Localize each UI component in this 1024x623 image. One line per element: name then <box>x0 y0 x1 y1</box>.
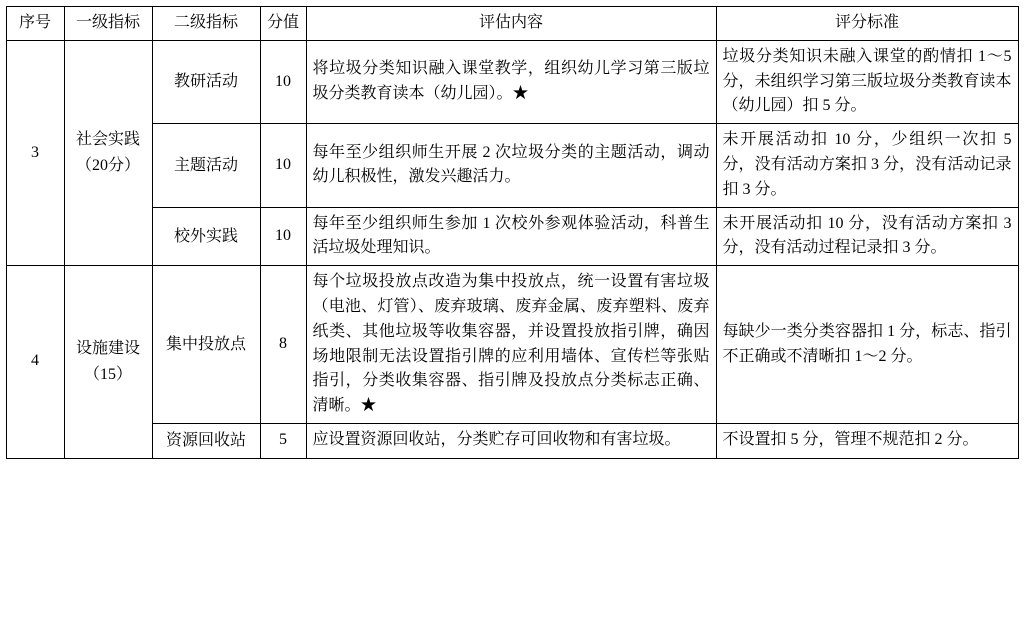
column-header-no: 序号 <box>6 7 64 41</box>
row-criteria: 未开展活动扣 10 分，少组织一次扣 5 分，没有活动方案扣 3 分，没有活动记录扣 3 分。 <box>716 124 1018 207</box>
level2-label: 主题活动 <box>173 156 238 174</box>
level1-label: 社会实践（20分） <box>75 131 140 174</box>
row-content: 应设置资源回收站，分类贮存可回收物和有害垃圾。 <box>306 423 716 458</box>
row-criteria: 每缺少一类分类容器扣 1 分，标志、指引不正确或不清晰扣 1～2 分。 <box>716 266 1018 424</box>
level2-label: 校外实践 <box>173 227 238 245</box>
column-header-score: 分值 <box>260 7 306 41</box>
table-body <box>6 40 1018 458</box>
row-score: 10 <box>260 124 306 207</box>
row-level1 <box>64 266 152 458</box>
level2-label: 资源回收站 <box>165 431 246 449</box>
row-criteria: 不设置扣 5 分，管理不规范扣 2 分。 <box>716 423 1018 458</box>
level2-label: 教研活动 <box>173 73 238 91</box>
column-header-level2: 二级指标 <box>152 7 260 41</box>
column-header-content: 评估内容 <box>306 7 716 41</box>
table-header <box>6 7 1018 41</box>
row-no: 4 <box>6 266 64 458</box>
row-score: 5 <box>260 423 306 458</box>
column-header-level1: 一级指标 <box>64 7 152 41</box>
row-content: 将垃圾分类知识融入课堂教学，组织幼儿学习第三版垃圾分类教育读本（幼儿园）。★ <box>306 40 716 123</box>
table-row <box>6 124 1018 207</box>
row-level2 <box>152 124 260 207</box>
row-content: 每年至少组织师生参加 1 次校外参观体验活动，科普生活垃圾处理知识。 <box>306 207 716 266</box>
table-header-row <box>6 7 1018 41</box>
table-row <box>6 423 1018 458</box>
column-header-criteria: 评分标准 <box>716 7 1018 41</box>
table-row <box>6 40 1018 123</box>
row-criteria: 未开展活动扣 10 分，没有活动方案扣 3 分，没有活动过程记录扣 3 分。 <box>716 207 1018 266</box>
row-score: 10 <box>260 40 306 123</box>
row-level2 <box>152 423 260 458</box>
row-level2 <box>152 207 260 266</box>
row-score: 8 <box>260 266 306 424</box>
row-criteria: 垃圾分类知识未融入课堂的酌情扣 1～5 分，未组织学习第三版垃圾分类教育读本（幼儿园）扣 5 分。 <box>716 40 1018 123</box>
row-level2 <box>152 40 260 123</box>
row-content: 每个垃圾投放点改造为集中投放点，统一设置有害垃圾（电池、灯管）、废弃玻璃、废弃金属、废弃塑料、废弃纸类、其他垃圾等收集容器，并设置投放指引牌，确因场地限制无法设置指引牌的应利用墙体、宣传栏等张贴指引，分类收集容器、指引牌及投放点分类标志正确、清晰。★ <box>306 266 716 424</box>
level1-label: 设施建设（15） <box>75 340 140 383</box>
level2-label: 集中投放点 <box>165 335 246 353</box>
table-row <box>6 266 1018 424</box>
assessment-criteria-table <box>6 6 1019 459</box>
row-no: 3 <box>6 40 64 265</box>
row-level2 <box>152 266 260 424</box>
row-level1 <box>64 40 152 265</box>
table-row <box>6 207 1018 266</box>
row-content: 每年至少组织师生开展 2 次垃圾分类的主题活动，调动幼儿积极性，激发兴趣活力。 <box>306 124 716 207</box>
row-score: 10 <box>260 207 306 266</box>
